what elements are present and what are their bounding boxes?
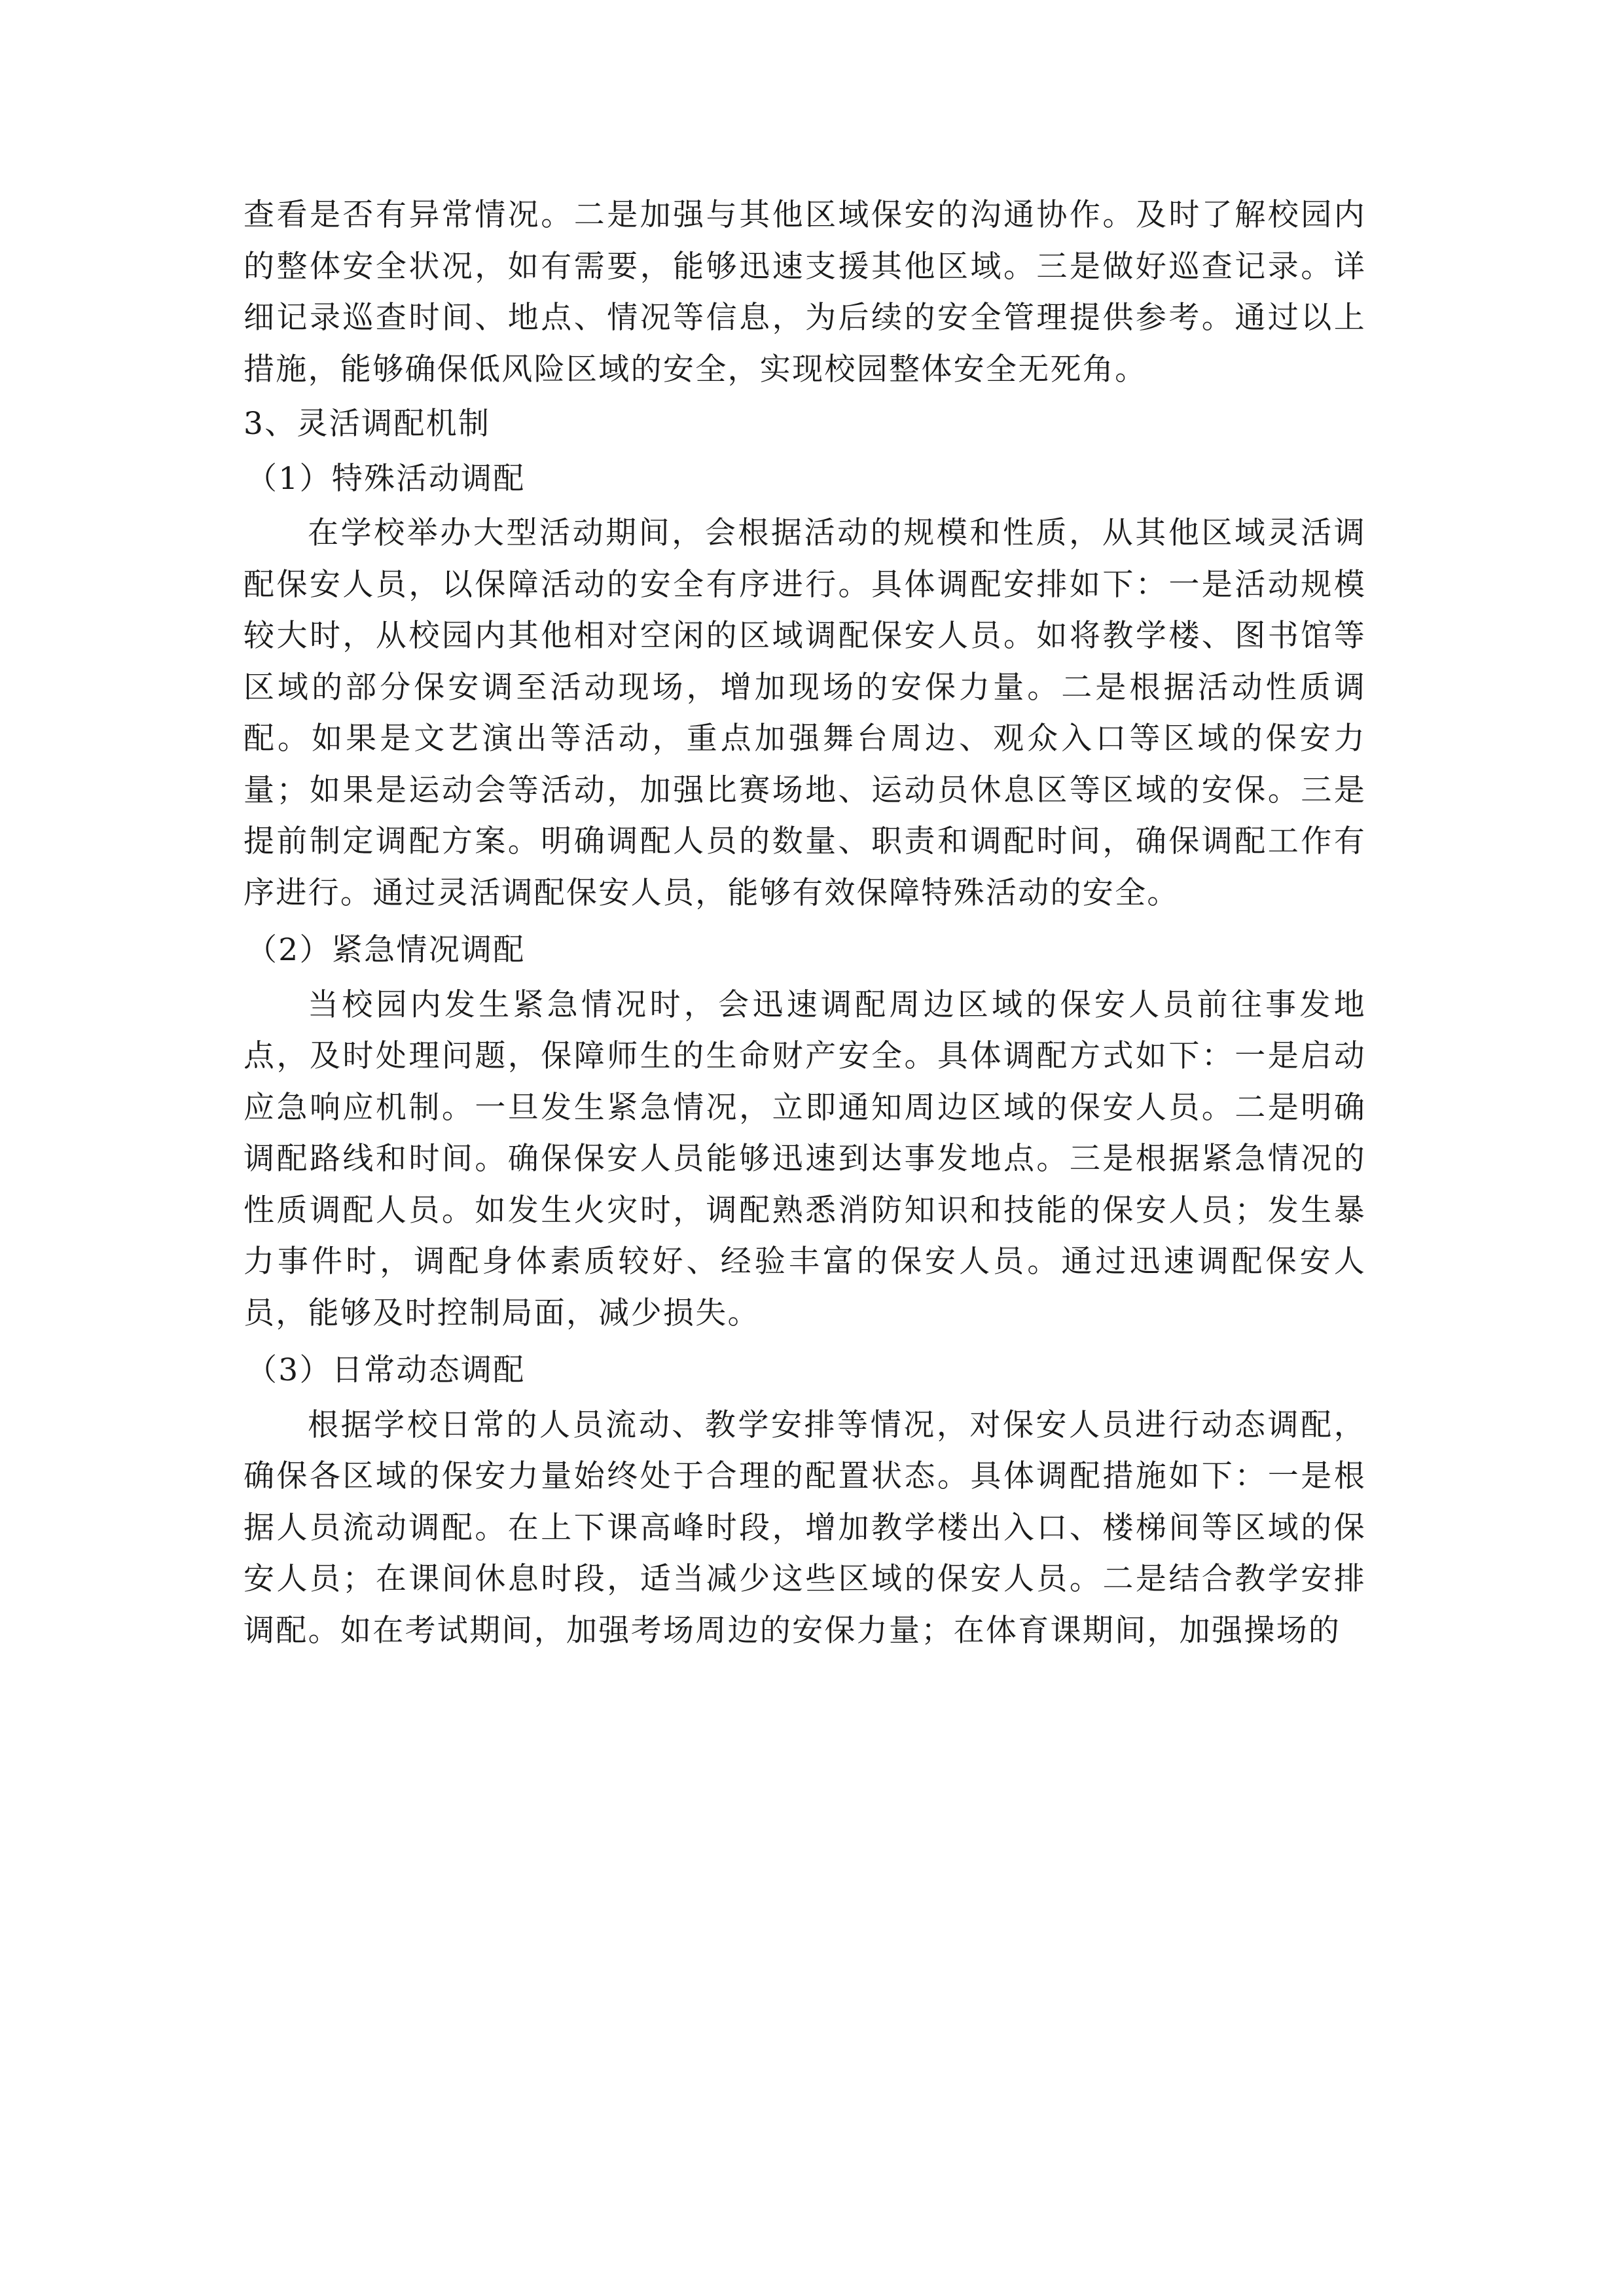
section-heading: 3、灵活调配机制 [244, 406, 491, 442]
spacer [244, 1339, 1366, 1345]
subsection-body-emergency: 当校园内发生紧急情况时，会迅速调配周边区域的保安人员前往事发地点，及时处理问题，保障师生的生命财产安全。具体调配方式如下：一是启动应急响应机制。一旦发生紧急情况，立即通知周边区域的保安人员。二是明确调配路线和时间。确保保安人员能够迅速到达事发地点。三是根据紧急情况的性质调配人员。如发生火灾时，调配熟悉消防知识和技能的保安人员；发生暴力事件时，调配身体素质较好、经验丰富的保安人员。通过迅速调配保安人员，能够及时控制局面，减少损失。 [244, 986, 1366, 1331]
subsection-heading-special-events: （1）特殊活动调配 [246, 460, 526, 497]
subsection-body-daily-dynamic: 根据学校日常的人员流动、教学安排等情况，对保安人员进行动态调配，确保各区域的保安力量始终处于合理的配置状态。具体调配措施如下：一是根据人员流动调配。在上下课高峰时段，增加教学楼出入口、楼梯间等区域的保安人员；在课间休息时段，适当减少这些区域的保安人员。二是结合教学安排调配。如在考试期间，加强考场周边的安保力量；在体育课期间，加强操场的 [244, 1407, 1366, 1649]
opening-paragraph: 查看是否有异常情况。二是加强与其他区域保安的沟通协作。及时了解校园内的整体安全状况，如有需要，能够迅速支援其他区域。三是做好巡查记录。详细记录巡查时间、地点、情况等信息，为后续的安全管理提供参考。通过以上措施，能够确保低风险区域的安全，实现校园整体安全无死角。 [244, 197, 1366, 387]
document-body [244, 190, 1366, 1657]
spacer [244, 919, 1366, 925]
subsection-heading-emergency: （2）紧急情况调配 [246, 932, 526, 968]
subsection-heading-daily-dynamic: （3）日常动态调配 [246, 1352, 526, 1388]
subsection-body-special-events: 在学校举办大型活动期间，会根据活动的规模和性质，从其他区域灵活调配保安人员，以保障活动的安全有序进行。具体调配安排如下：一是活动规模较大时，从校园内其他相对空闲的区域调配保安人员。如将教学楼、图书馆等区域的部分保安调至活动现场，增加现场的安保力量。二是根据活动性质调配。如果是文艺演出等活动，重点加强舞台周边、观众入口等区域的保安力量；如果是运动会等活动，加强比赛场地、运动员休息区等区域的安保。三是提前制定调配方案。明确调配人员的数量、职责和调配时间，确保调配工作有序进行。通过灵活调配保安人员，能够有效保障特殊活动的安全。 [244, 515, 1366, 911]
